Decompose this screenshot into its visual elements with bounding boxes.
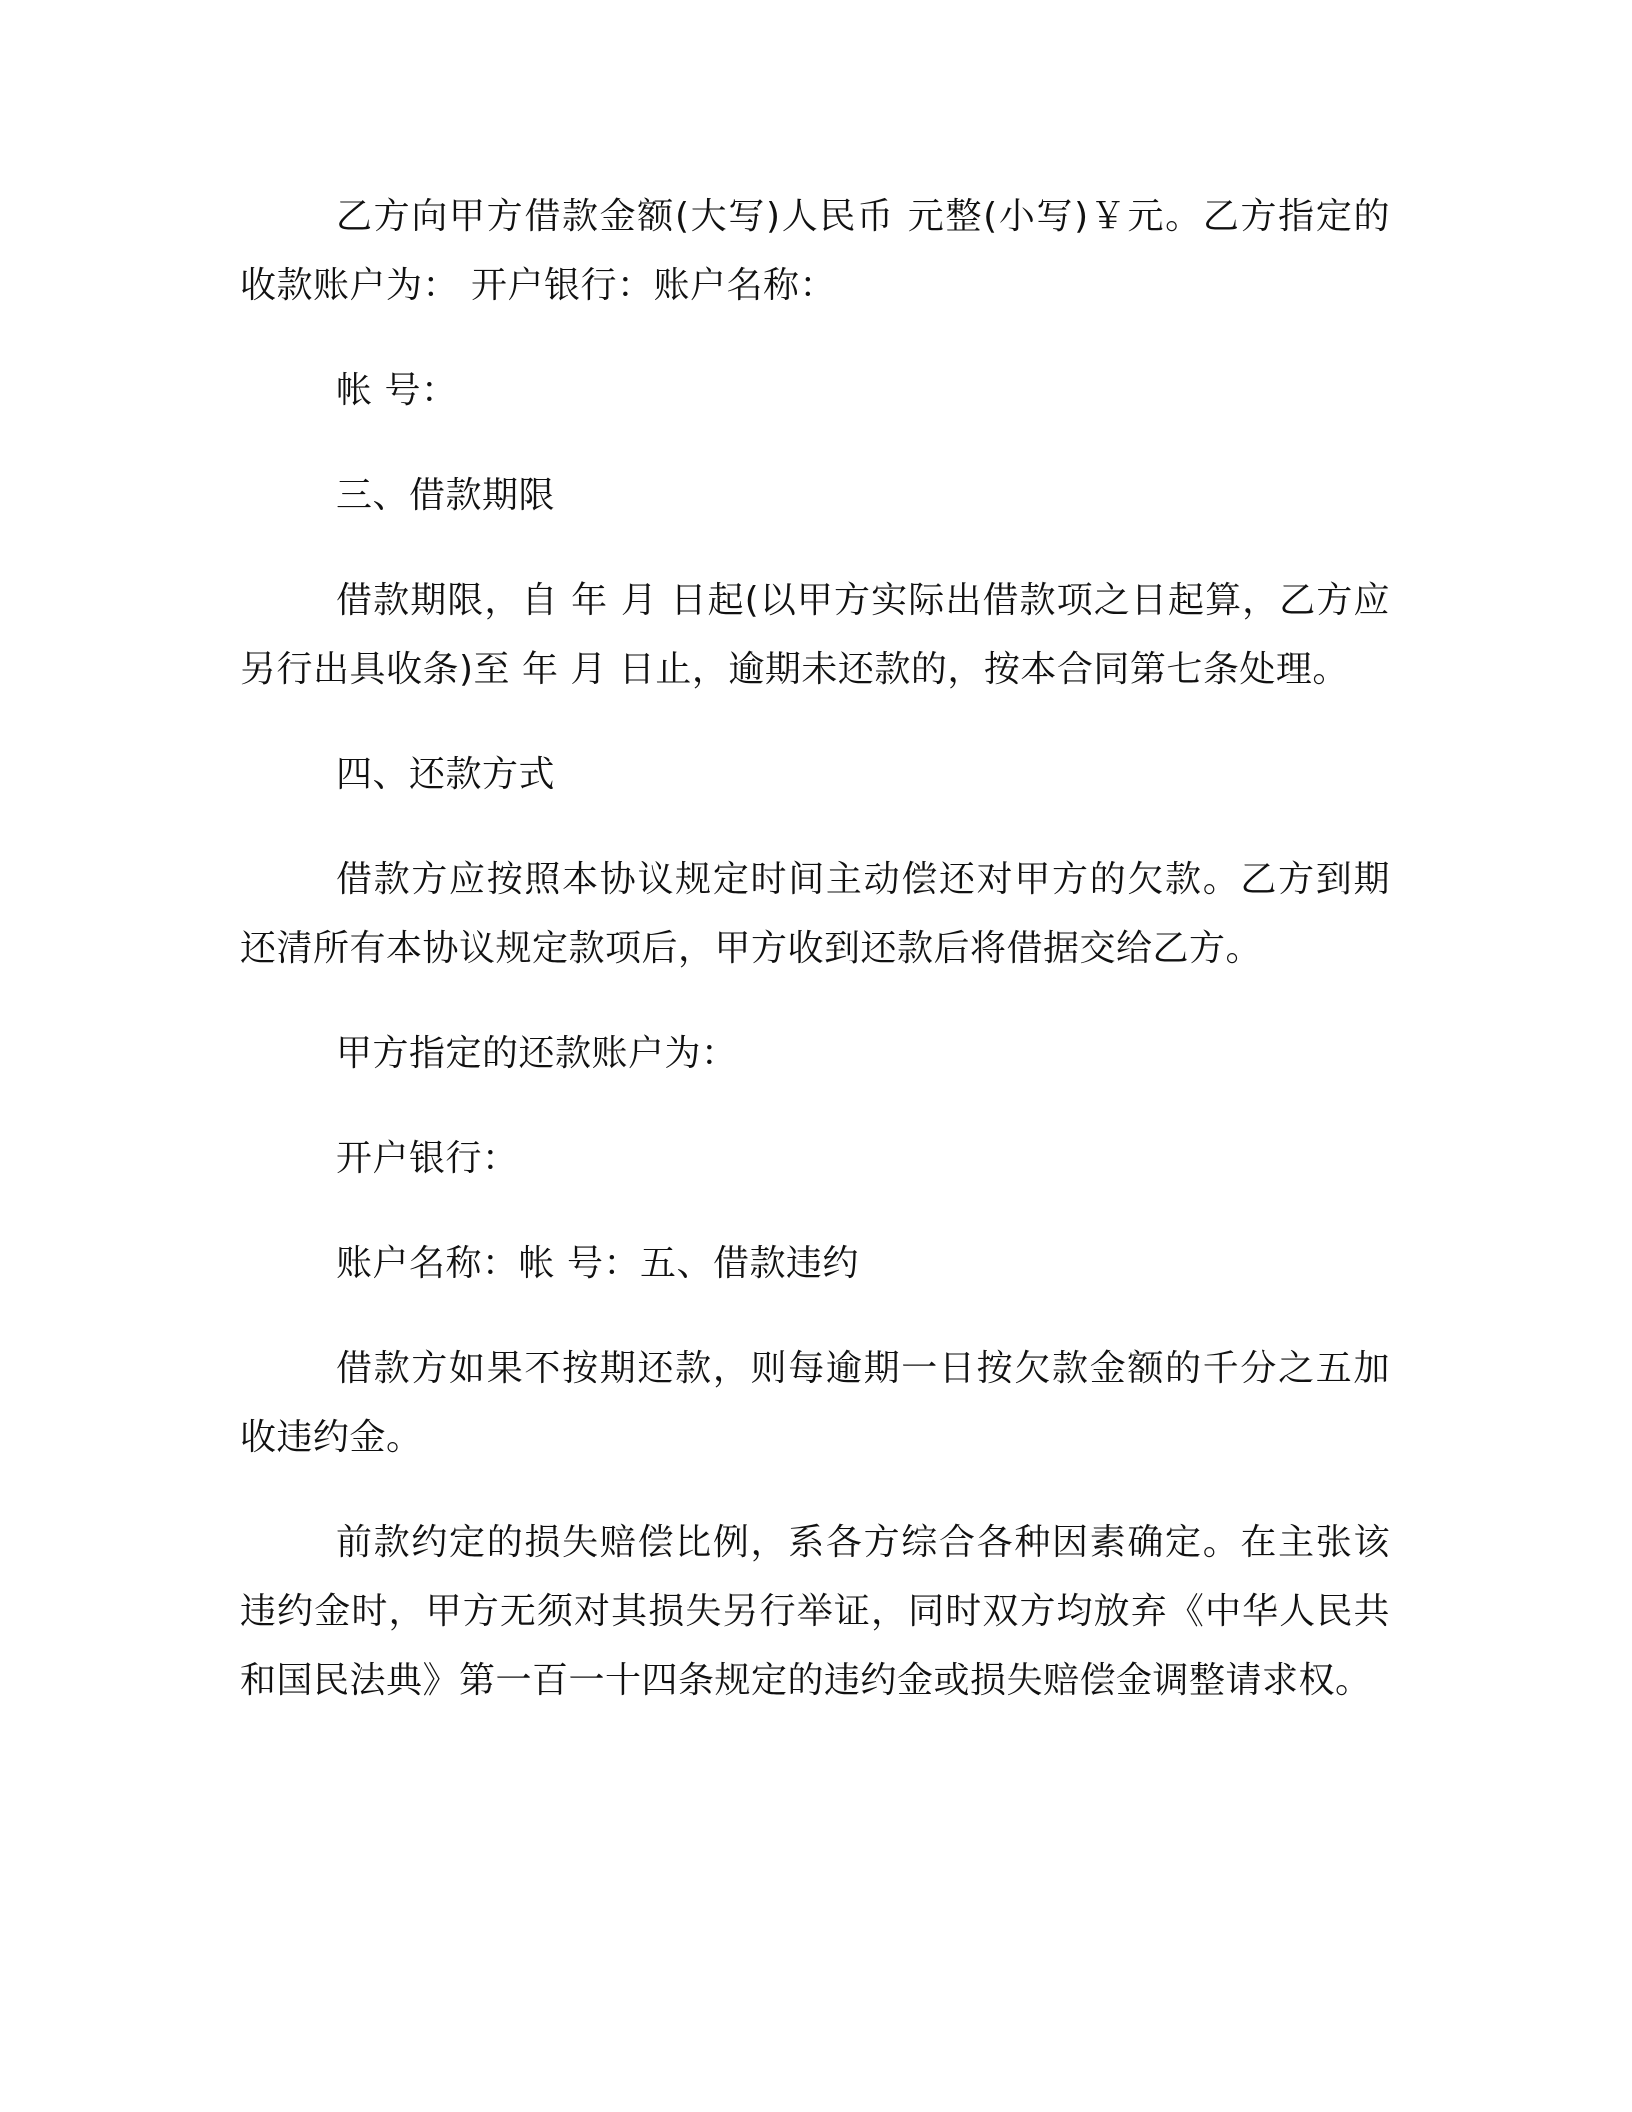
paragraph-account-number: 帐 号： — [336, 370, 458, 411]
paragraph-bank: 开户银行： — [336, 1138, 519, 1179]
heading-repayment-method: 四、还款方式 — [336, 754, 556, 795]
paragraph-repayment-account: 甲方指定的还款账户为： — [336, 1033, 738, 1074]
paragraph-loan-term: 借款期限，自 年 月 日起(以甲方实际出借款项之日起算，乙方应另行出具收条)至 年 月 日止，逾期未还款的，按本合同第七条处理。 — [240, 580, 1390, 690]
heading-loan-term: 三、借款期限 — [336, 475, 556, 516]
document-body — [240, 182, 1390, 1751]
paragraph-account-name-default: 账户名称：帐 号：五、借款违约 — [336, 1243, 859, 1284]
paragraph-repayment: 借款方应按照本协议规定时间主动偿还对甲方的欠款。乙方到期还清所有本协议规定款项后，甲方收到还款后将借据交给乙方。 — [240, 859, 1390, 969]
paragraph-compensation: 前款约定的损失赔偿比例，系各方综合各种因素确定。在主张该违约金时，甲方无须对其损失另行举证，同时双方均放弃《中华人民共和国民法典》第一百一十四条规定的违约金或损失赔偿金调整请求权。 — [240, 1522, 1390, 1701]
paragraph-loan-amount: 乙方向甲方借款金额(大写)人民币 元整(小写)￥元。乙方指定的收款账户为： 开户银行：账户名称： — [240, 196, 1390, 306]
paragraph-penalty: 借款方如果不按期还款，则每逾期一日按欠款金额的千分之五加收违约金。 — [240, 1348, 1390, 1458]
